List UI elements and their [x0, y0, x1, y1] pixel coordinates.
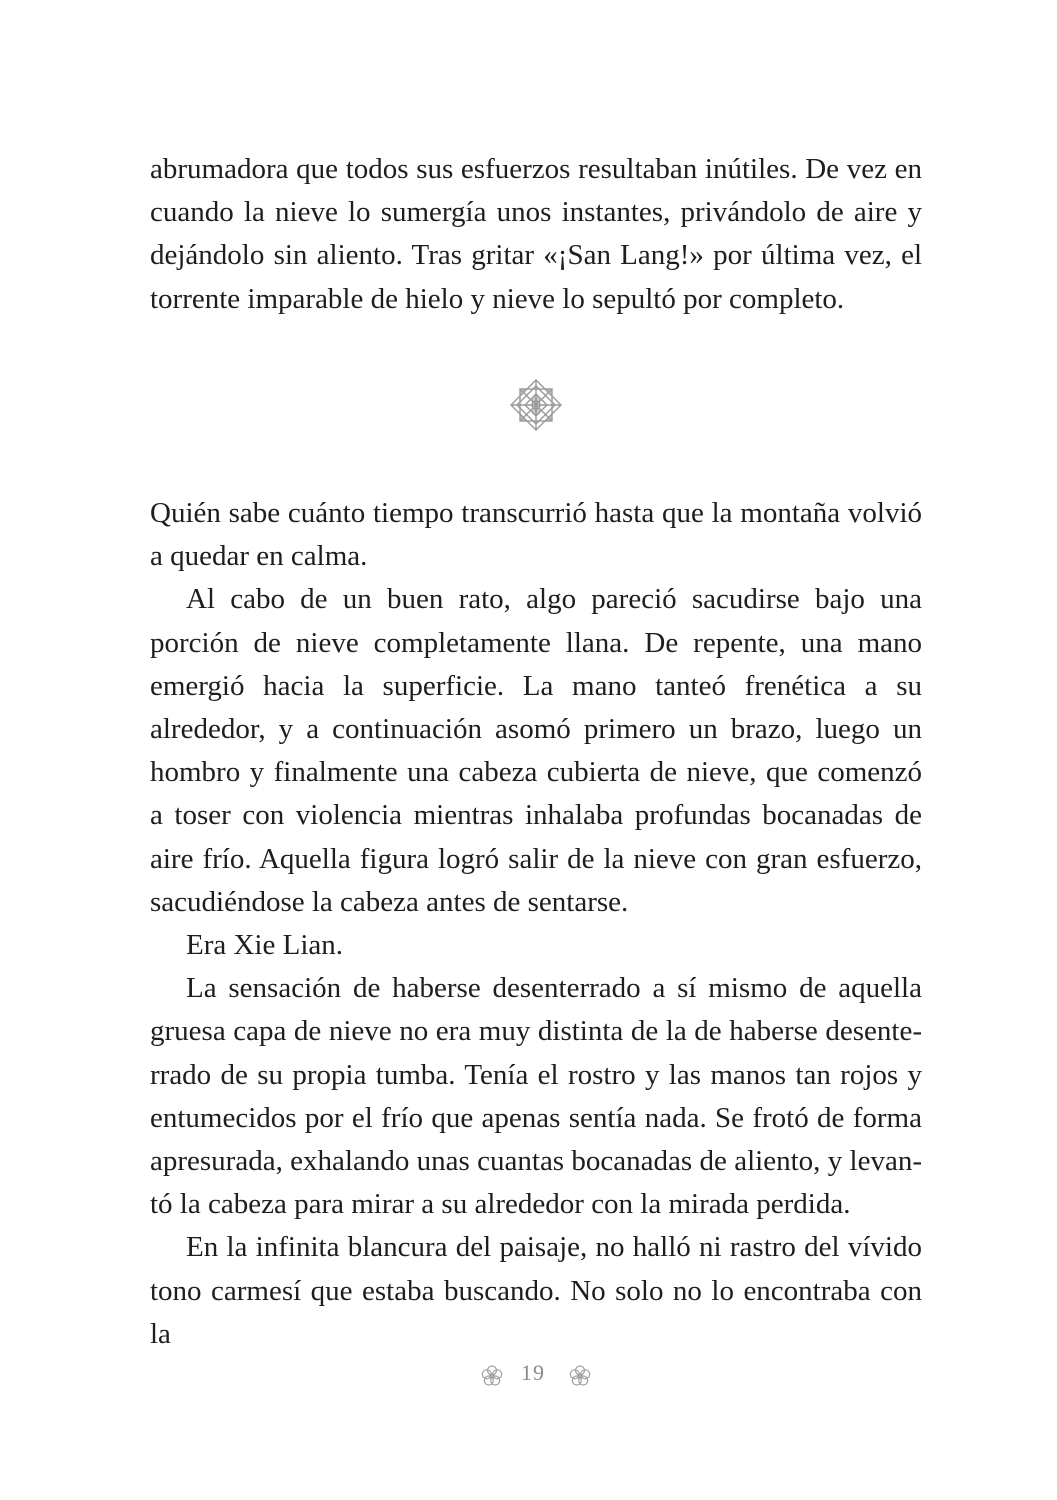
- paragraph-2: Al cabo de un buen rato, algo pareció sacudirse bajo una porción de nieve completamente llana. De repente, una mano emergió hacia la superficie. La mano tanteó frenética a su alrededor, y a continuación asomó primero un brazo, luego un hombro y finalmente una cabeza cubierta de nieve, que comenzó a toser con violencia mientras inhalaba profundas bocanadas de aire frío. Aquella figura logró salir de la nieve con gran esfuerzo, sacudiéndose la cabeza antes de sentarse.: [150, 583, 922, 918]
- section-break-ornament-icon: [509, 378, 563, 432]
- page-text-main: [150, 492, 922, 1356]
- paragraph-1: Quién sabe cuánto tiempo transcurrió hasta que la montaña volvió a quedar en calma.: [150, 497, 922, 573]
- paragraph-continued: abrumadora que todos sus esfuerzos resultaban inútiles. De vez en cuando la nieve lo sumergía unos instantes, privándolo de aire y dejándolo sin aliento. Tras gritar «¡San Lang!» por última vez, el torrente imparable de hielo y nieve lo sepultó por completo.: [150, 153, 922, 315]
- page-footer: [0, 1356, 1057, 1396]
- paragraph-5: En la infinita blancura del paisaje, no halló ni rastro del vívido tono carmesí que estaba buscando. No solo no lo encontraba con la: [150, 1231, 922, 1350]
- flower-icon: [568, 1364, 592, 1388]
- page-text-top: [150, 148, 922, 321]
- page-number: 19: [521, 1360, 545, 1385]
- paragraph-4: La sensación de haberse desenterrado a sí mismo de aquella gruesa capa de nieve no era muy distinta de la de haberse desenterrado de su propia tumba. Tenía el rostro y las manos tan rojos y entumecidos por el frío que apenas sentía nada. Se frotó de forma apresurada, exhalando unas cuantas bocanadas de aliento, y levantó la cabeza para mirar a su alrededor con la mirada perdida.: [150, 972, 922, 1221]
- paragraph-3: Era Xie Lian.: [186, 929, 344, 962]
